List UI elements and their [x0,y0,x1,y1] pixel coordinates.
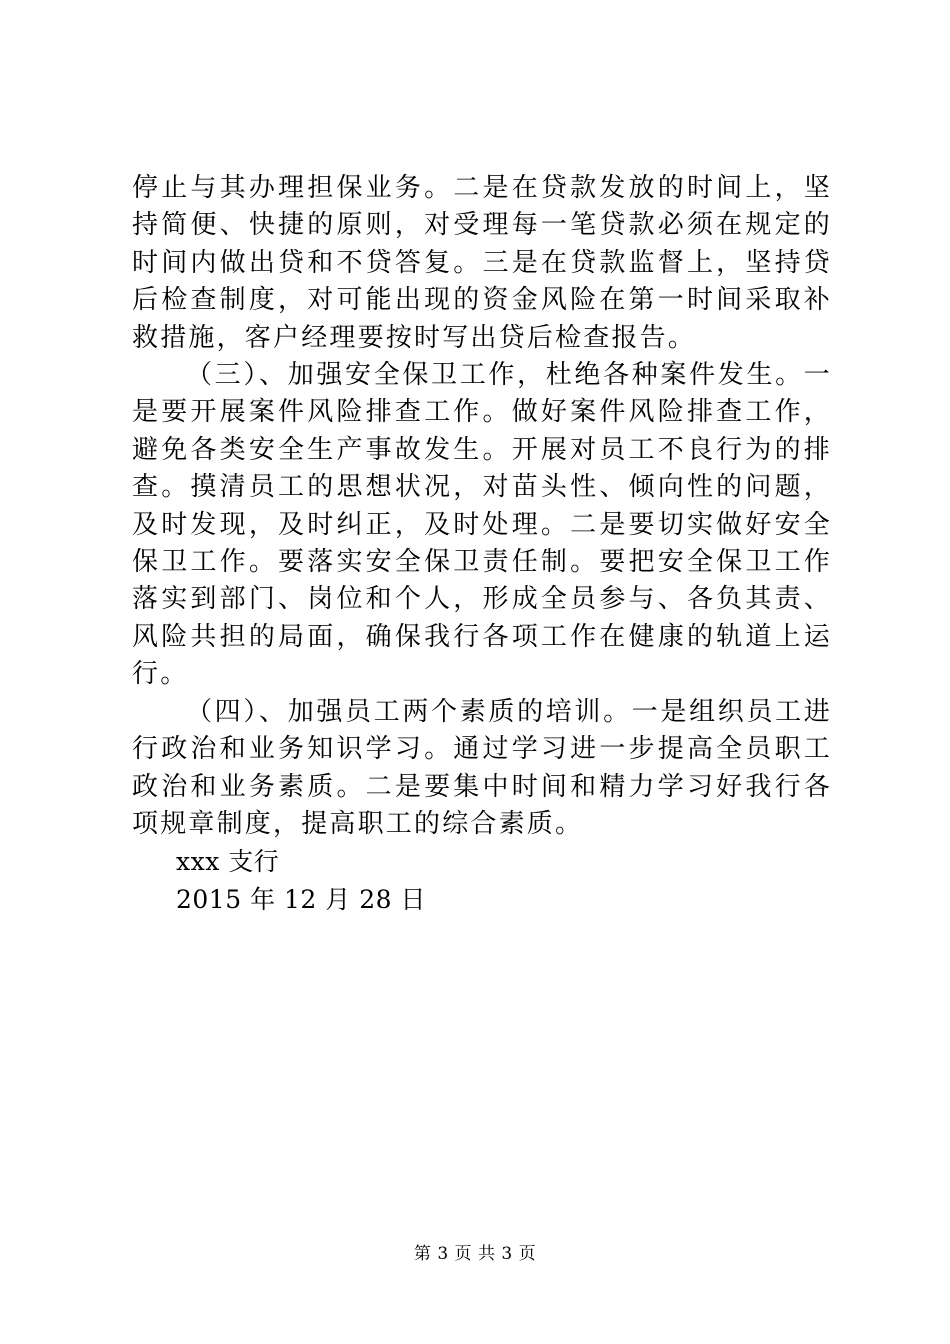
paragraph-3: （四）、加强员工两个素质的培训。一是组织员工进行政治和业务知识学习。通过学习进一步提高全员职工政治和业务素质。二是要集中时间和精力学习好我行各项规章制度，提高职工的综合素质。 [132,696,832,839]
paragraph-1: 停止与其办理担保业务。二是在贷款发放的时间上，坚持简便、快捷的原则，对受理每一笔贷款必须在规定的时间内做出贷和不贷答复。三是在贷款监督上，坚持贷后检查制度，对可能出现的资金风险在第一时间采取补救措施，客户经理要按时写出贷后检查报告。 [132,173,832,353]
signature-date: 2015 年 12 月 28 日 [176,885,426,915]
page-footer: 第 3 页 共 3 页 [413,1244,537,1264]
signature-org: xxx 支行 [176,847,280,877]
document-body [132,170,832,919]
paragraph-2: （三）、加强安全保卫工作，杜绝各种案件发生。一是要开展案件风险排查工作。做好案件风险排查工作，避免各类安全生产事故发生。开展对员工不良行为的排查。摸清员工的思想状况，对苗头性、倾向性的问题，及时发现，及时纠正，及时处理。二是要切实做好安全保卫工作。要落实安全保卫责任制。要把安全保卫工作落实到部门、岗位和个人，形成全员参与、各负其责、风险共担的局面，确保我行各项工作在健康的轨道上运行。 [132,360,832,690]
